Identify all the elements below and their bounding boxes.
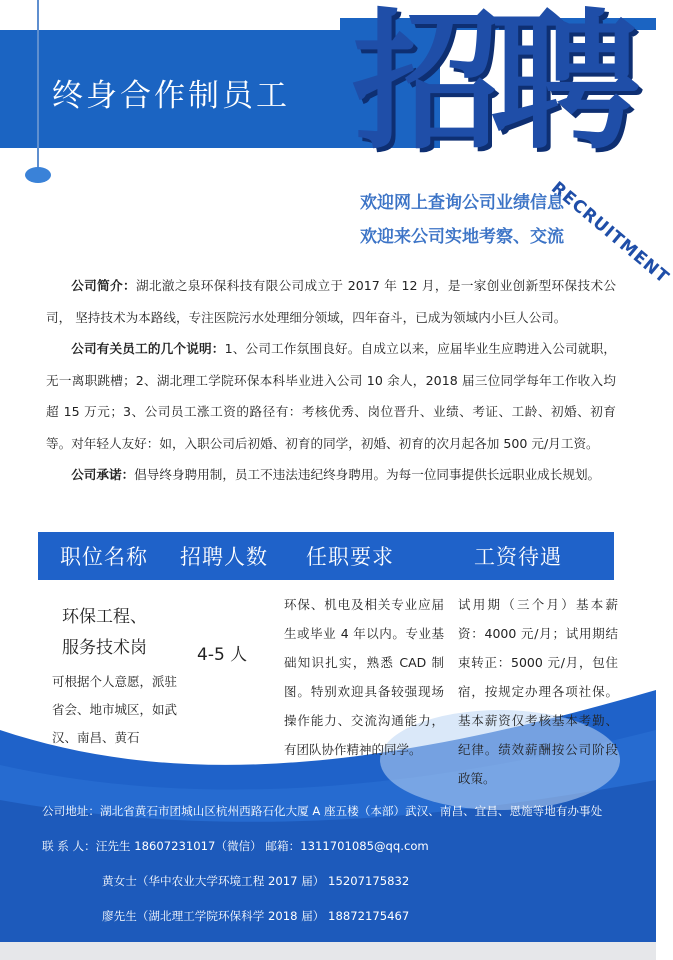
header-salary: 工资待遇 — [474, 545, 562, 569]
welcome-line-2: 欢迎来公司实地考察、交流 — [360, 227, 564, 247]
contact-huang: 黄女士（华中农业大学环境工程 2017 届） 15207175832 — [102, 874, 410, 888]
intro-paragraph-1 — [46, 270, 616, 333]
headline-char-pin: 聘 — [490, 0, 641, 170]
intro-label-1: 公司简介： — [71, 278, 136, 293]
decor-pin-line — [37, 0, 39, 170]
decor-pin-dot — [25, 167, 51, 183]
intro-paragraph-3 — [46, 459, 616, 491]
position-note: 可根据个人意愿，派驻省会、地市城区，如武汉、南昌、黄石 — [52, 674, 178, 745]
page-title: 终身合作制员工 — [52, 78, 290, 114]
welcome-line-1: 欢迎网上查询公司业绩信息 — [360, 193, 564, 213]
company-address: 公司地址：湖北省黄石市团城山区杭州西路石化大厦 A 座五楼（本部）武汉、南昌、宜昌、恩施等地有办事处 — [42, 804, 603, 818]
company-intro — [46, 270, 616, 491]
intro-text-1: 湖北澈之泉环保科技有限公司成立于 2017 年 12 月，是一家创业创新型环保技术公司， 坚持技术为本路线，专注医院污水处理细分领域，四年奋斗，已成为领域内小巨人公司。 — [46, 278, 616, 325]
hiring-count: 4-5 人 — [197, 645, 248, 665]
intro-text-2: 1、公司工作氛围良好。自成立以来，应届毕业生应聘进入公司就职，无一离职跳槽；2、湖北理工学院环保本科毕业进入公司 10 余人，2018 届三位同学每年工作收入均超 15 万元；3、公司员工涨工资的路径有：考核优秀、岗位晋升、业绩、考证、工龄、初婚、初育等。对年轻人友好：如，入职公司后初婚、初育的同学，初婚、初育的次月起各加 500 元/月工资。 — [46, 341, 617, 451]
intro-text-3: 倡导终身聘用制，员工不违法违纪终身聘用。为每一位同事提供长远职业成长规划。 — [134, 467, 601, 482]
intro-label-2: 公司有关员工的几个说明： — [71, 341, 225, 356]
table-header — [38, 532, 614, 580]
position-title-line-1: 环保工程、 — [62, 607, 147, 627]
intro-paragraph-2 — [46, 333, 616, 459]
recruitment-tag: RECRUITMENT — [547, 178, 673, 289]
headline-char-zhao: 招 — [352, 0, 503, 170]
header-count: 招聘人数 — [180, 545, 268, 569]
header-requirements: 任职要求 — [306, 545, 394, 569]
intro-label-3: 公司承诺： — [71, 467, 135, 482]
job-requirements: 环保、机电及相关专业应届生或毕业 4 年以内。专业基础知识扎实，熟悉 CAD 制图。特别欢迎具备较强现场操作能力、交流沟通能力，有团队协作精神的同学。 — [284, 597, 444, 757]
contact-wang: 联 系 人：汪先生 18607231017（微信） 邮箱：1311701085@qq.com — [42, 839, 429, 853]
bottom-strip — [0, 942, 656, 960]
position-title-line-2: 服务技术岗 — [62, 638, 147, 658]
contact-liao: 廖先生（湖北理工学院环保科学 2018 届） 18872175467 — [102, 909, 410, 923]
salary-details: 试用期（三个月）基本薪资：4000 元/月；试用期结束转正：5000 元/月，包住宿，按规定办理各项社保。基本薪资仅考核基本考勤、纪律。绩效薪酬按公司阶段政策。 — [458, 597, 618, 786]
header-position: 职位名称 — [60, 545, 148, 569]
